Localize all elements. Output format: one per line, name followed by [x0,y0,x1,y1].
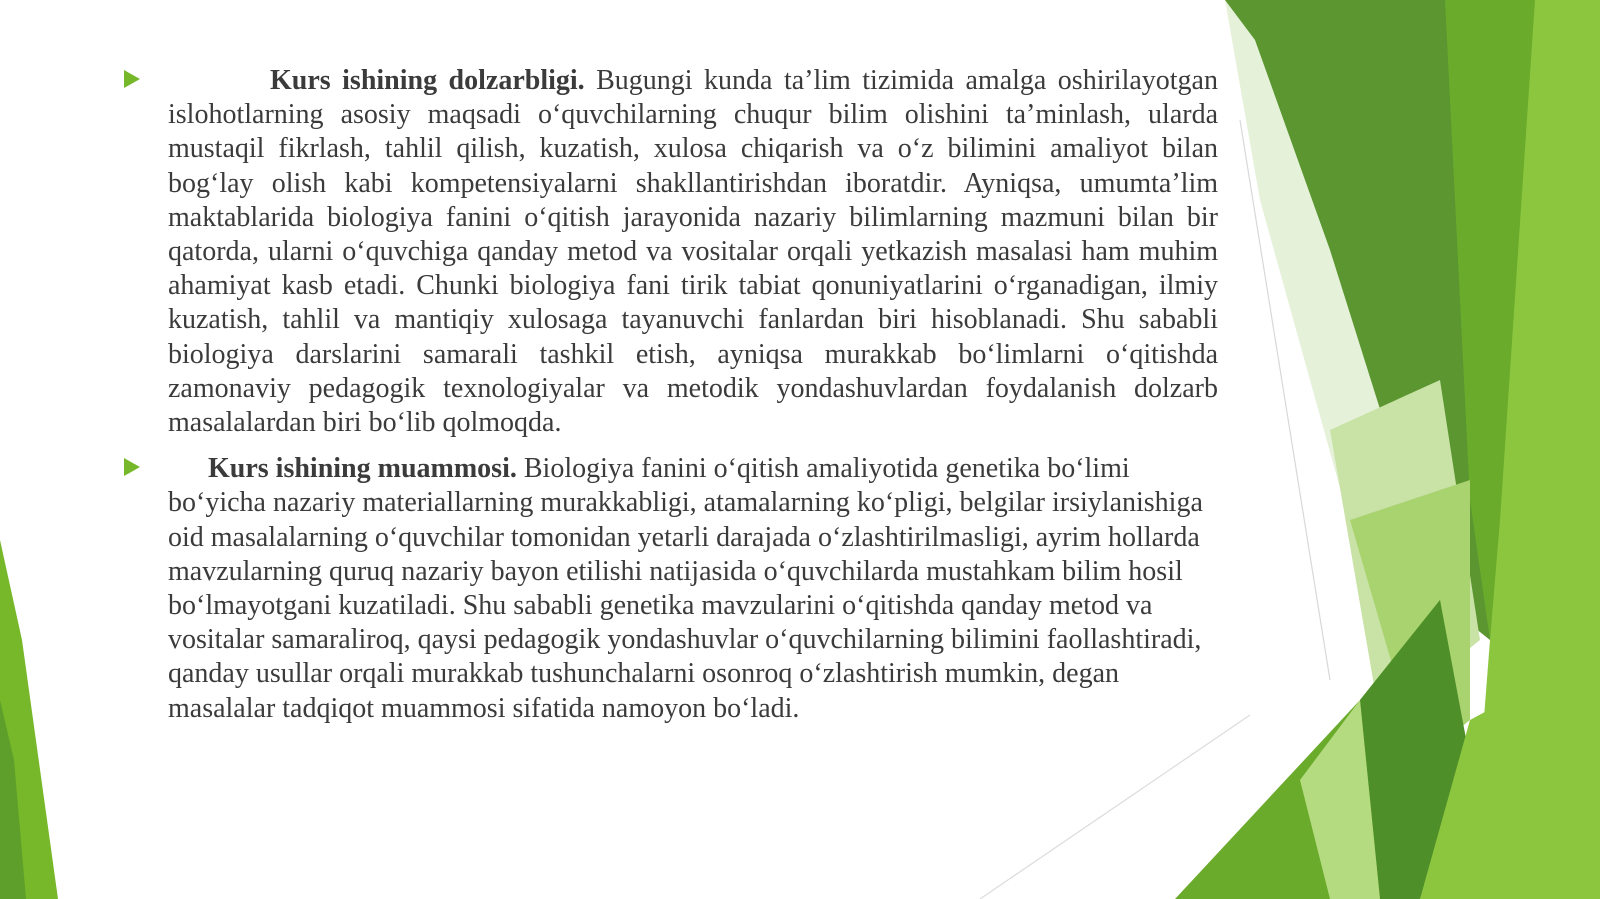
relevance-text: Bugungi kunda ta’lim tizimida amalga oshirilayotgan islohotlarning asosiy maqsadi o‘quvchilarning chuqur bilim olishini ta’minlash, ularda mustaqil fikrlash, tahlil qilish, kuzatish, xulosa chiqarish va o‘z bilimini amaliyot bilan bog‘lay olish kabi kompetensiyalarni shakllantirishdan iboratdir. Ayniqsa, umumta’lim maktablarida biologiya fanini o‘qitish jarayonida nazariy bilimlarning mazmuni bilan bir qatorda, ularni o‘quvchiga qanday metod va vositalar orqali yetkazish masalasi ham muhim ahamiyat kasb etadi. Chunki biologiya fani tirik tabiat qonuniyatlarini o‘rganadigan, ilmiy kuzatish, tahlil va mantiqiy xulosaga tayanuvchi fanlardan biri hisoblanadi. Shu sababli biologiya darslarini samarali tashkil etish, ayniqsa murakkab bo‘limlarni o‘qitishda zamonaviy pedagogik texnologiyalar va metodik yondashuvlardan foydalanish dolzarb masalalardan biri bo‘lib qolmoqda. [168,65,1218,439]
problem-paragraph [168,452,1218,726]
bullet-item-relevance [118,64,1218,440]
triangle-bullet-icon [124,70,140,88]
bullet-item-problem [118,452,1218,726]
slide-content [118,64,1218,738]
triangle-bullet-icon [124,458,140,476]
relevance-paragraph [168,64,1218,440]
problem-heading: Kurs ishining muammosi. [208,453,517,485]
problem-text: Biologiya fanini o‘qitish amaliyotida genetika bo‘limi bo‘yicha nazariy materiallarning murakkabligi, atamalarning ko‘pligi, belgilar irsiylanishiga oid masalalarning o‘quvchilar tomonidan yetarli darajada o‘zlashtirilmasligi, ayrim hollarda mavzularning quruq nazariy bayon etilishi natijasida o‘quvchilarda mustahkam bilim hosil bo‘lmayotgani kuzatiladi. Shu sababli genetika mavzularini o‘qitishda qanday metod va vositalar samaraliroq, qaysi pedagogik yondashuvlar o‘quvchilarning bilimini faollashtiradi, qanday usullar orqali murakkab tushunchalarni osonroq o‘zlashtirish mumkin, degan masalalar tadqiqot muammosi sifatida namoyon bo‘ladi. [168,453,1203,724]
relevance-heading: Kurs ishining dolzarbligi. [270,65,585,96]
